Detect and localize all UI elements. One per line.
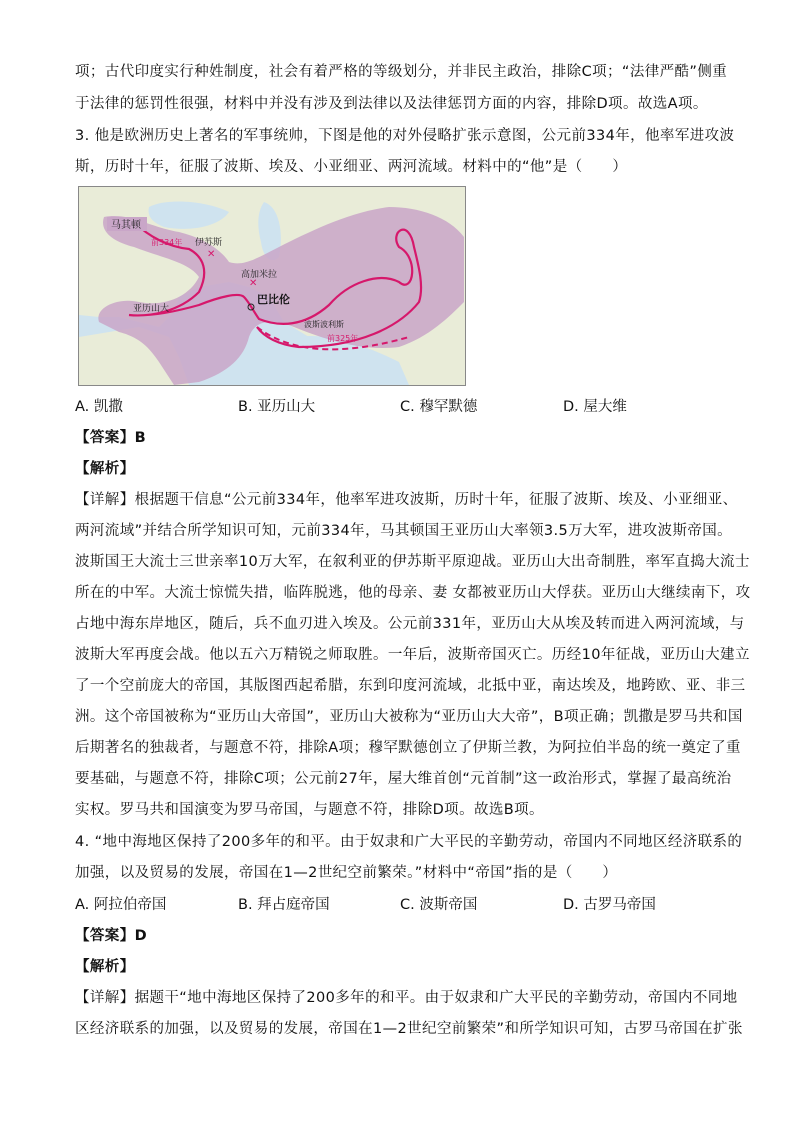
question-3-stem: 3. 他是欧洲历史上著名的军事统帅，下图是他的对外侵略扩张示意图，公元前334年，他率军进攻波 <box>75 128 735 144</box>
answer-label: 【答案】B <box>75 430 147 446</box>
battle-mark-icon: ✕ <box>249 278 258 289</box>
q3-option-a: A. 凯撒 <box>75 399 123 415</box>
label-macedon: 马其顿 <box>111 220 141 231</box>
analysis-label: 【解析】 <box>75 959 135 975</box>
question-4-stem: 加强，以及贸易的发展，帝国在1—2世纪空前繁荣。”材料中“帝国”指的是（ ） <box>75 865 618 881</box>
q3-option-b: B. 亚历山大 <box>238 399 316 415</box>
text-line: 项；古代印度实行种姓制度，社会有着严格的等级划分，并非民主政治，排除C项；“法律严酷”侧重 <box>75 64 728 80</box>
text-line: 于法律的惩罚性很强，材料中并没有涉及到法律以及法律惩罚方面的内容，排除D项。故选A项。 <box>75 96 708 112</box>
question-4-stem: 4. “地中海地区保持了200多年的和平。由于奴隶和广大平民的辛勤劳动，帝国内不同地区经济联系的 <box>75 834 743 850</box>
alexander-conquest-map <box>78 186 466 386</box>
label-year-334: 前334年 <box>151 238 183 247</box>
detail-text: 洲。这个帝国被称为“亚历山大帝国”，亚历山大被称为“亚历山大大帝”，B项正确；凯撒是罗马共和国 <box>75 709 743 725</box>
detail-text: 【详解】根据题干信息“公元前334年，他率军进攻波斯，历时十年，征服了波斯、埃及、小亚细亚、 <box>75 492 738 508</box>
detail-text: 波斯大军再度会战。他以五六万精锐之师取胜。一年后，波斯帝国灭亡。历经10年征战，亚历山大建立 <box>75 647 750 663</box>
q4-option-d: D. 古罗马帝国 <box>563 897 656 913</box>
q4-option-a: A. 阿拉伯帝国 <box>75 897 167 913</box>
q4-option-c: C. 波斯帝国 <box>400 897 478 913</box>
label-issus: 伊苏斯 <box>195 238 223 248</box>
answer-label: 【答案】D <box>75 928 148 944</box>
battle-mark-icon: ✕ <box>207 249 216 260</box>
label-alexandria: 亚历山大 <box>133 304 170 314</box>
label-gaugamela: 高加米拉 <box>241 270 278 280</box>
detail-text: 后期著名的独裁者，与题意不符，排除A项；穆罕默德创立了伊斯兰教，为阿拉伯半岛的统一奠定了重 <box>75 740 741 756</box>
detail-text: 波斯国王大流士三世亲率10万大军，在叙利亚的伊苏斯平原迎战。亚历山大出奇制胜，率军直捣大流士 <box>75 554 750 570</box>
detail-text: 两河流域”并结合所学知识可知，元前334年，马其顿国王亚历山大率领3.5万大军，进攻波斯帝国。 <box>75 523 733 539</box>
q3-option-d: D. 屋大维 <box>563 399 627 415</box>
label-persepolis: 波斯波利斯 <box>304 320 344 329</box>
detail-text: 所在的中军。大流士惊慌失措，临阵脱逃，他的母亲、妻 女都被亚历山大俘获。亚历山大继续南下，攻 <box>75 585 751 601</box>
label-year-325: 前325年 <box>327 334 359 343</box>
question-3-stem: 斯，历时十年，征服了波斯、埃及、小亚细亚、两河流域。材料中的“他”是（ ） <box>75 159 628 175</box>
detail-text: 【详解】据题干“地中海地区保持了200多年的和平。由于奴隶和广大平民的辛勤劳动，帝国内不同地 <box>75 990 738 1006</box>
q3-option-c: C. 穆罕默德 <box>400 399 478 415</box>
detail-text: 了一个空前庞大的帝国，其版图西起希腊，东到印度河流域，北抵中亚，南达埃及，地跨欧、亚、非三 <box>75 678 746 694</box>
detail-text: 实权。罗马共和国演变为罗马帝国，与题意不符，排除D项。故选B项。 <box>75 802 544 818</box>
detail-text: 区经济联系的加强，以及贸易的发展，帝国在1—2世纪空前繁荣”和所学知识可知，古罗马帝国在扩张 <box>75 1021 743 1037</box>
analysis-label: 【解析】 <box>75 461 135 477</box>
q4-option-b: B. 拜占庭帝国 <box>238 897 330 913</box>
detail-text: 占地中海东岸地区，随后，兵不血刃进入埃及。公元前331年，亚历山大从埃及转而进入两河流域，与 <box>75 616 745 632</box>
label-babylon: 巴比伦 <box>257 293 290 306</box>
detail-text: 要基础，与题意不符，排除C项；公元前27年，屋大维首创“元首制”这一政治形式，掌握了最高统治 <box>75 771 732 787</box>
